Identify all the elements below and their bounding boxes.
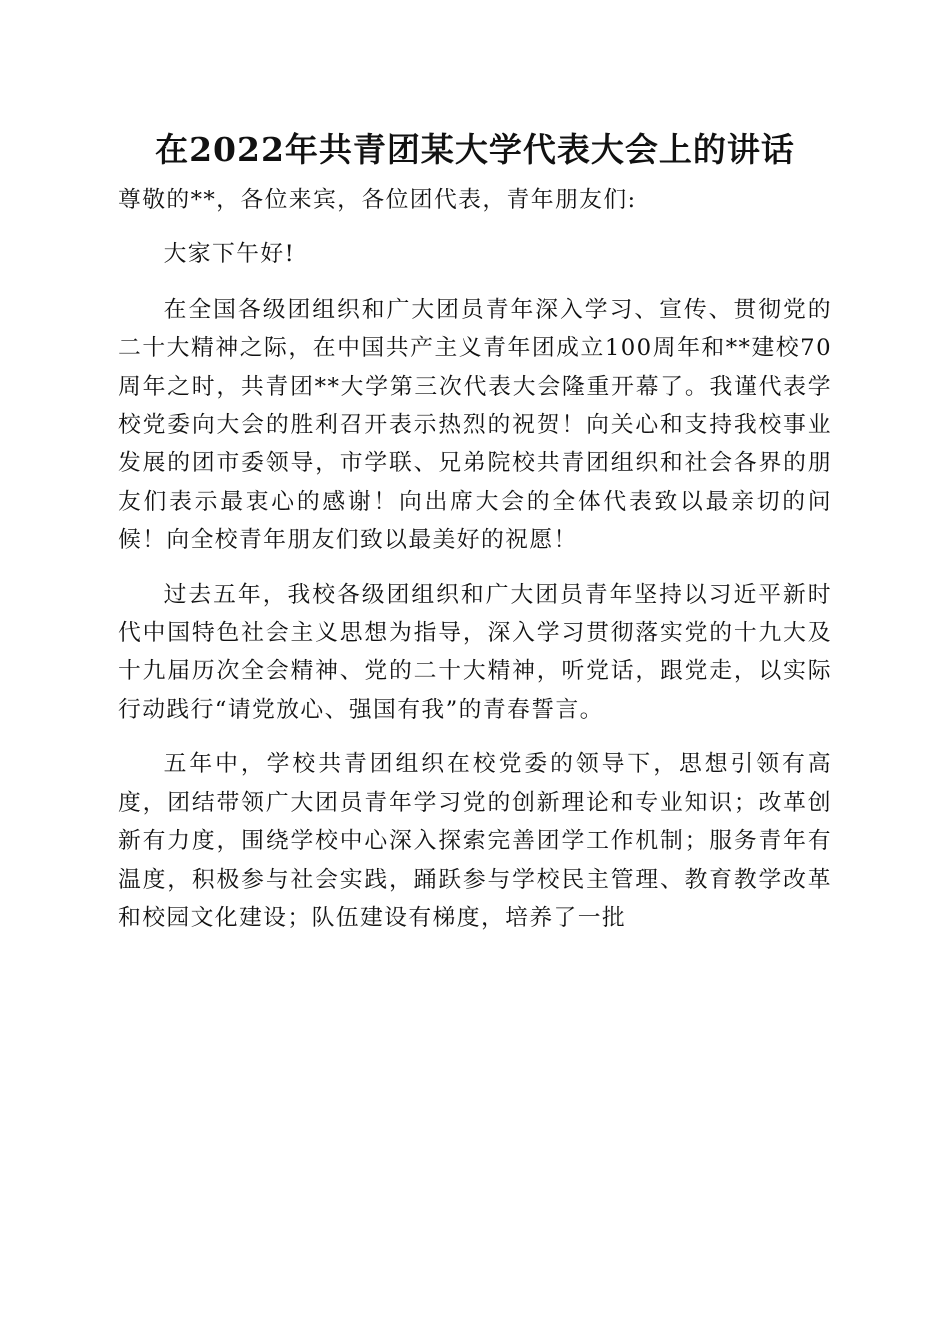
paragraph-past-five-years: 过去五年，我校各级团组织和广大团员青年坚持以习近平新时代中国特色社会主义思想为指导，深入学习贯彻落实党的十九大及十九届历次全会精神、党的二十大精神，听党话，跟党走，以实际行动践行“请党放心、强国有我”的青春誓言。 bbox=[118, 581, 832, 723]
salutation: 尊敬的**，各位来宾，各位团代表，青年朋友们: bbox=[118, 187, 637, 213]
paragraph-opening: 在全国各级团组织和广大团员青年深入学习、宣传、贯彻党的二十大精神之际，在中国共产主义青年团成立100周年和**建校70周年之时，共青团**大学第三次代表大会隆重开幕了。我谨代表学校党委向大会的胜利召开表示热烈的祝贺！向关心和支持我校事业发展的团市委领导，市学联、兄弟院校共青团组织和社会各界的朋友们表示最衷心的感谢！向出席大会的全体代表致以最亲切的问候！向全校青年朋友们致以最美好的祝愿！ bbox=[118, 296, 832, 554]
document-title: 在2022年共青团某大学代表大会上的讲话 bbox=[155, 130, 795, 169]
document-body bbox=[118, 181, 832, 937]
greeting: 大家下午好! bbox=[163, 241, 296, 268]
paragraph-achievements: 五年中，学校共青团组织在校党委的领导下，思想引领有高度，团结带领广大团员青年学习党的创新理论和专业知识；改革创新有力度，围绕学校中心深入探索完善团学工作机制；服务青年有温度，积极参与社会实践，踊跃参与学校民主管理、教育教学改革和校园文化建设；队伍建设有梯度，培养了一批 bbox=[118, 751, 832, 931]
